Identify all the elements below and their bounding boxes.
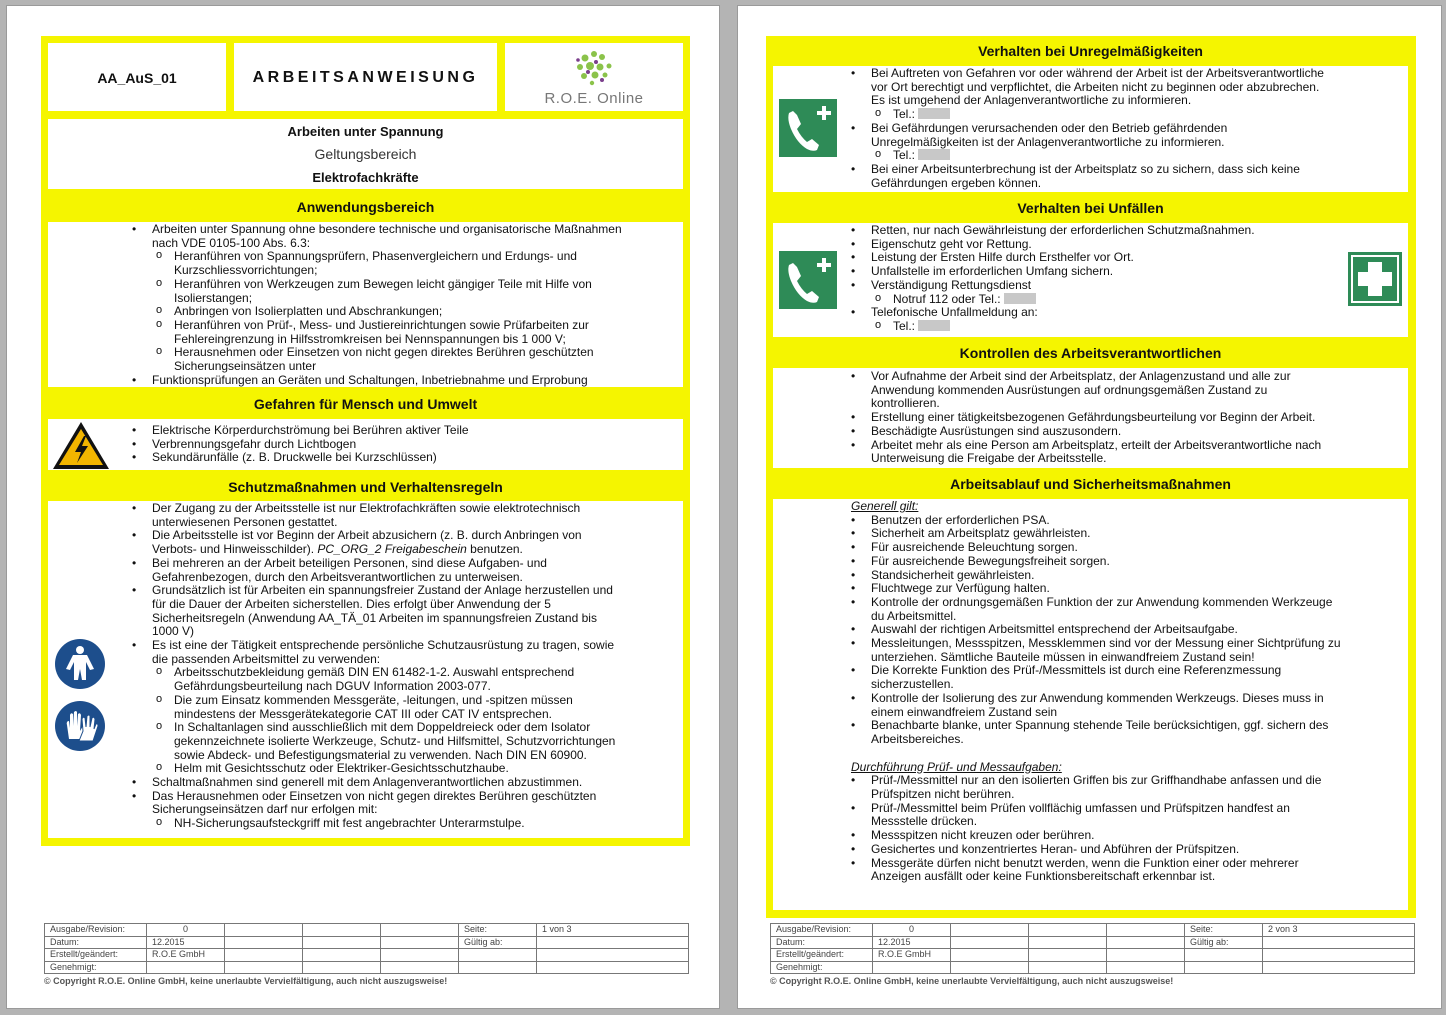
list-subitem: o Anbringen von Isolierplatten und Abschrankungen; xyxy=(152,305,626,319)
revision-table: Ausgabe/Revision: 0 Seite: 1 von 3 Datum: 12.2015 Gültig ab: Erstellt/geändert: R.O.E GmbH Genehmigt: xyxy=(44,923,689,974)
generell-label: Generell gilt: xyxy=(851,499,919,513)
phone-entry: o Tel.: xyxy=(871,149,1335,163)
subject-box xyxy=(48,119,683,189)
doc-id: AA_AuS_01 xyxy=(97,70,177,86)
unregel-box xyxy=(773,66,1408,192)
anwendung-box xyxy=(48,222,683,387)
list-item: • Telefonische Unfallmeldung an: o Tel.: xyxy=(845,306,1335,333)
list-item: • Kontrolle der ordnungsgemäßen Funktion der zur Anwendung kommenden Werkzeuge du Arbeitsmittel. xyxy=(845,596,1341,623)
doc-type-title: ARBEITSANWEISUNG xyxy=(252,69,479,86)
phone-entry: o Notruf 112 oder Tel.: xyxy=(871,293,1335,307)
logo-box xyxy=(505,43,683,111)
list-item: • Sicherheit am Arbeitsplatz gewährleisten. xyxy=(845,527,1341,541)
list-item: • Elektrische Körperdurchströmung bei Berühren aktiver Teile xyxy=(126,424,626,438)
list-item: • Benutzen der erforderlichen PSA. xyxy=(845,514,1341,528)
section-title-kontrollen: Kontrollen des Arbeitsverantwortlichen xyxy=(959,345,1222,361)
list-subitem: o In Schaltanlagen sind ausschließlich mit dem Doppeldreieck oder dem Isolator gekennzeichnete isolierte Werkzeuge, Schutz- und Hilfsmittel, Schutzvorrichtungen sowie Abdeck- und Befestigungsmaterial zu verwenden. Nach DIN EN 60900. xyxy=(152,721,616,762)
list-item: • Grundsätzlich ist für Arbeiten ein spannungsfreier Zustand der Anlage herzustellen und für die Dauer der Arbeiten sicherstellen. Dies erfolgt über Anwendung der 5 Sicherheitsregeln (Anwendung AA_TÄ_01 Arbeiten im spannungsfreien Zustand bis 1000 V) xyxy=(126,584,616,639)
list-subitem: o Herausnehmen oder Einsetzen von nicht gegen direktes Berühren geschützten Sicherungseinsätzen unter xyxy=(152,346,626,373)
doc-id-box xyxy=(48,43,226,111)
list-item: • Messgeräte dürfen nicht benutzt werden, wenn die Funktion einer oder mehrerer Anzeigen ausfällt oder keine Funktionsbereitschaft erkennbar ist. xyxy=(845,857,1341,884)
gefahren-box xyxy=(48,419,683,470)
list-item: • Verbrennungsgefahr durch Lichtbogen xyxy=(126,438,626,452)
section-title-schutz: Schutzmaßnahmen und Verhaltensregeln xyxy=(228,479,503,495)
list-subitem: o Die zum Einsatz kommenden Messgeräte, -leitungen, und -spitzen müssen mindestens der Messgerätekategorie CAT III oder CAT IV entsprechen. xyxy=(152,694,616,721)
first-aid-icon xyxy=(1348,252,1402,306)
revision-table: Ausgabe/Revision: 0 Seite: 2 von 3 Datum: 12.2015 Gültig ab: Erstellt/geändert: R.O.E GmbH Genehmigt: xyxy=(770,923,1415,974)
safety-gloves-icon xyxy=(55,701,105,751)
list-item: • Leistung der Ersten Hilfe durch Ersthelfer vor Ort. xyxy=(845,251,1335,265)
list-item: • Prüf-/Messmittel beim Prüfen vollflächig umfassen und Prüfspitzen handfest an Messstelle drücken. xyxy=(845,802,1341,829)
phone-entry: o Tel.: xyxy=(871,108,1335,122)
list-item: • Die Arbeitsstelle ist vor Beginn der Arbeit abzusichern (z. B. durch Anbringen von Verbots- und Hinweisschilder). PC_ORG_2 Freigabeschein benutzen. xyxy=(126,529,616,556)
list-item: • Der Zugang zu der Arbeitsstelle ist nur Elektrofachkräften sowie elektrotechnisch unterwiesenen Personen gestattet. xyxy=(126,502,616,529)
ablauf-box xyxy=(773,499,1408,910)
schutz-box xyxy=(48,501,683,838)
section-title-gefahren: Gefahren für Mensch und Umwelt xyxy=(253,396,478,412)
list-subitem: o Heranführen von Prüf-, Mess- und Justiereinrichtungen sowie Prüfarbeiten zur Fehlereingrenzung in Hilfsstromkreisen bei Nennspannungen bis 1 000 V; xyxy=(152,319,626,346)
list-item: • Vor Aufnahme der Arbeit sind der Arbeitsplatz, der Anlagenzustand und alle zur Anwendung kommenden Ausrüstungen auf ordnungsgemäßen Zustand zu kontrollieren. xyxy=(845,370,1335,411)
electric-warning-icon xyxy=(51,419,111,471)
subject-title: Arbeiten unter Spannung xyxy=(287,124,444,139)
document-page-2 xyxy=(737,5,1442,1009)
list-item: • Bei einer Arbeitsunterbrechung ist der Arbeitsplatz so zu sichern, dass sich keine Gefährdungen ergeben können. xyxy=(845,163,1335,190)
list-item: • Standsicherheit gewährleisten. xyxy=(845,569,1341,583)
phone-blank[interactable] xyxy=(1004,293,1036,304)
list-item: • Unfallstelle im erforderlichen Umfang sichern. xyxy=(845,265,1335,279)
emergency-phone-icon xyxy=(779,99,837,157)
list-item: • Die Korrekte Funktion des Prüf-/Messmittels ist durch eine Referenzmessung sicherzustellen. xyxy=(845,664,1341,691)
list-subitem: o Arbeitsschutzbekleidung gemäß DIN EN 61482-1-2. Auswahl entsprechend Gefährdungsbeurteilung nach DGUV Information 2003-077. xyxy=(152,666,616,693)
section-title-anwendung: Anwendungsbereich xyxy=(296,199,435,215)
list-item: • Es ist eine der Tätigkeit entsprechende persönliche Schutzausrüstung zu tragen, sowie die passenden Arbeitsmittel zu verwenden: o Arbeitsschutzbekleidung gemäß DIN EN 61482-1-2. Auswahl entsprechend Gefährdungsbeurteilung nach DGUV Information 2003-077. o Die zum Einsatz kommenden Messgeräte, -leitungen, und -spitzen müssen mindestens der Messgerätekategorie CAT III oder CAT IV entsprechen. o In Schaltanlagen sind ausschließlich mit dem Doppeldreieck oder dem Isolator gekennzeichnete isolierte Werkzeuge, Schutz- und Hilfsmittel, Schutzvorrichtungen sowie Abdeck- und Befestigungsmaterial zu verwenden. Nach DIN EN 60900. o Helm mit Gesichtsschutz oder Elektriker-Gesichtsschutzhaube. xyxy=(126,639,616,776)
phone-blank[interactable] xyxy=(918,108,950,119)
list-item: • Schaltmaßnahmen sind generell mit dem Anlagenverantwortlichen abzustimmen. xyxy=(126,776,616,790)
phone-blank[interactable] xyxy=(918,149,950,160)
list-item: • Auswahl der richtigen Arbeitsmittel entsprechend der Arbeitsaufgabe. xyxy=(845,623,1341,637)
doc-type-box xyxy=(234,43,497,111)
list-item: • Erstellung einer tätigkeitsbezogenen Gefährdungsbeurteilung vor Beginn der Arbeit. xyxy=(845,411,1335,425)
list-subitem: o Heranführen von Werkzeugen zum Bewegen leicht gängiger Teile mit Hilfe von Isolierstangen; xyxy=(152,278,626,305)
list-item: • Messleitungen, Messspitzen, Messklemmen sind vor der Messung einer Sichtprüfung zu unterziehen. Sämtliche Bauteile müssen in einwandfreiem Zustand sein! xyxy=(845,637,1341,664)
kontrollen-box xyxy=(773,368,1408,468)
protective-clothing-icon xyxy=(55,639,105,689)
copyright-notice: © Copyright R.O.E. Online GmbH, keine unerlaubte Vervielfältigung, auch nicht auszugsweise! xyxy=(44,976,448,986)
scope-value: Elektrofachkräfte xyxy=(312,170,419,185)
list-item: • Fluchtwege zur Verfügung halten. xyxy=(845,582,1341,596)
document-page-1 xyxy=(6,5,720,1009)
list-item: • Arbeiten unter Spannung ohne besondere technische und organisatorische Maßnahmen nach VDE 0105-100 Abs. 6.3: o Heranführen von Spannungsprüfern, Phasenvergleichern und Erdungs- und Kurzschliessvorrichtungen; o Heranführen von Werkzeugen zum Bewegen leicht gängiger Teile mit Hilfe von Isolierstangen; o Anbringen von Isolierplatten und Abschrankungen; o Heranführen von Prüf-, Mess- und Justiereinrichtungen sowie Prüfarbeiten zur Fehlereingrenzung in Hilfsstromkreisen bei Nennspannungen bis 1 000 V; o Herausnehmen oder Einsetzen von nicht gegen direktes Berühren geschützten Sicherungseinsätzen unter xyxy=(126,223,626,374)
phone-entry: o Tel.: xyxy=(871,320,1335,334)
copyright-notice: © Copyright R.O.E. Online GmbH, keine unerlaubte Vervielfältigung, auch nicht auszugsweise! xyxy=(770,976,1174,986)
roe-logo-icon xyxy=(572,48,616,88)
list-item: • Bei mehreren an der Arbeit beteiligen Personen, sind diese Aufgaben- und Gefahrenbezogen, durch den Arbeitsverantwortlichen zu unterweisen. xyxy=(126,557,616,584)
list-item: • Beschädigte Ausrüstungen sind auszusondern. xyxy=(845,425,1335,439)
pruef-label: Durchführung Prüf- und Messaufgaben: xyxy=(851,759,1062,774)
section-title-ablauf: Arbeitsablauf und Sicherheitsmaßnahmen xyxy=(950,476,1231,492)
scope-label: Geltungsbereich xyxy=(314,146,417,162)
logo-text: R.O.E. Online xyxy=(544,90,644,107)
section-title-unregel: Verhalten bei Unregelmäßigkeiten xyxy=(978,43,1203,59)
list-item: • Gesichertes und konzentriertes Heran- und Abführen der Prüfspitzen. xyxy=(845,843,1341,857)
emergency-phone-icon xyxy=(779,251,837,309)
list-item: • Eigenschutz geht vor Rettung. xyxy=(845,238,1335,252)
list-subitem: o Heranführen von Spannungsprüfern, Phasenvergleichern und Erdungs- und Kurzschliessvorrichtungen; xyxy=(152,250,626,277)
list-item: • Kontrolle der Isolierung des zur Anwendung kommenden Werkzeugs. Dieses muss in einem einwandfreiem Zustand sein xyxy=(845,692,1341,719)
section-title-unfaelle: Verhalten bei Unfällen xyxy=(1017,200,1164,216)
list-item: • Für ausreichende Bewegungsfreiheit sorgen. xyxy=(845,555,1341,569)
list-item: • Arbeitet mehr als eine Person am Arbeitsplatz, erteilt der Arbeitsverantwortliche nach Unterweisung die Freigabe der Arbeitsstelle. xyxy=(845,439,1335,466)
list-item: • Sekundärunfälle (z. B. Druckwelle bei Kurzschlüssen) xyxy=(126,451,626,465)
list-subitem: o Helm mit Gesichtsschutz oder Elektriker-Gesichtsschutzhaube. xyxy=(152,762,616,776)
list-item: • Benachbarte blanke, unter Spannung stehende Teile berücksichtigen, ggf. sichern des Arbeitsbereiches. xyxy=(845,719,1341,746)
unfaelle-box xyxy=(773,223,1408,337)
list-item: • Prüf-/Messmittel nur an den isolierten Griffen bis zur Griffhandhabe anfassen und die Prüfspitzen nicht berühren. xyxy=(845,774,1341,801)
list-item: • Bei Gefährdungen verursachenden oder den Betrieb gefährdenden Unregelmäßigkeiten ist der Anlagenverantwortliche zu informieren. o Tel.: xyxy=(845,122,1335,163)
list-subitem: o NH-Sicherungsaufsteckgriff mit fest angebrachter Unterarmstulpe. xyxy=(152,817,616,831)
list-item: • Bei Auftreten von Gefahren vor oder während der Arbeit ist der Arbeitsverantwortliche vor Ort berechtigt und verpflichtet, die Arbeiten nicht zu beginnen oder abzubrechen. Es ist umgehend der Anlagenverantwortliche zu informieren. o Tel.: xyxy=(845,67,1335,122)
list-item: • Das Herausnehmen oder Einsetzen von nicht gegen direktes Berühren geschützten Sicherungseinsätzen darf nur erfolgen mit: o NH-Sicherungsaufsteckgriff mit fest angebrachter Unterarmstulpe. xyxy=(126,790,616,831)
list-item: • Retten, nur nach Gewährleistung der erforderlichen Schutzmaßnahmen. xyxy=(845,224,1335,238)
list-item: • Verständigung Rettungsdienst o Notruf 112 oder Tel.: xyxy=(845,279,1335,306)
list-item: • Für ausreichende Beleuchtung sorgen. xyxy=(845,541,1341,555)
list-item: • Funktionsprüfungen an Geräten und Schaltungen, Inbetriebnahme und Erprobung xyxy=(126,374,626,388)
list-item: • Messspitzen nicht kreuzen oder berühren. xyxy=(845,829,1341,843)
phone-blank[interactable] xyxy=(918,320,950,331)
